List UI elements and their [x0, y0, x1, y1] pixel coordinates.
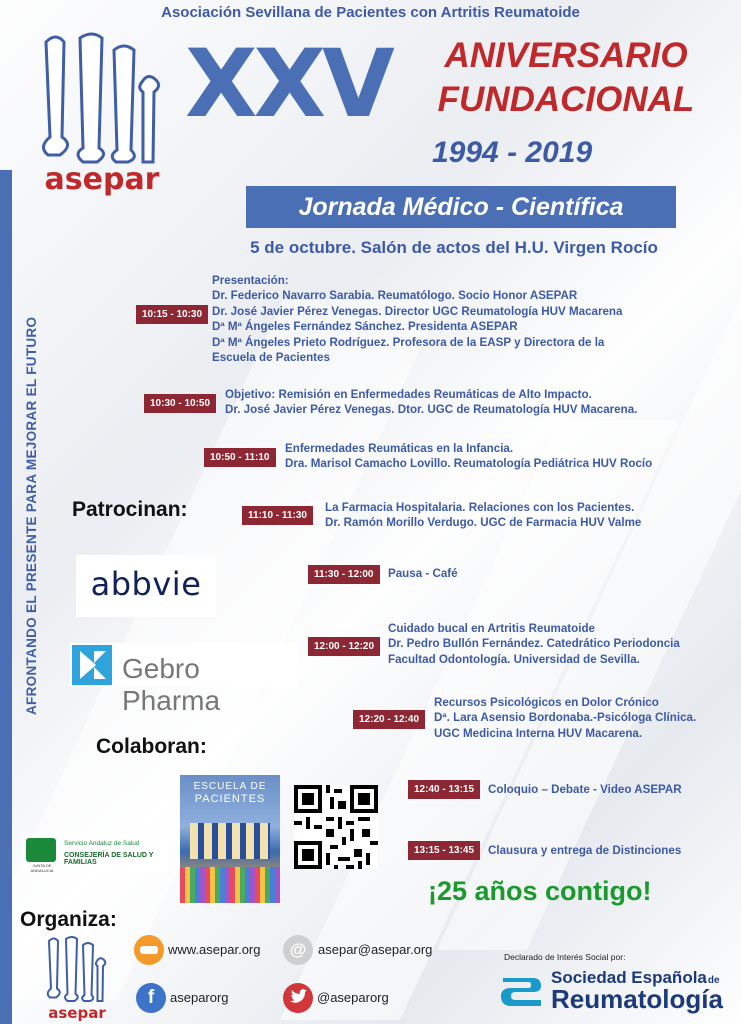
gebro-logo-text: Gebro Pharma — [122, 653, 221, 716]
anniversary-line-2: FUNDACIONAL — [437, 80, 695, 119]
schedule-description — [225, 387, 637, 418]
schedule-line: Dr. José Javier Pérez Venegas. Dtor. UGC de Reumatología HUV Macarena. — [225, 403, 638, 417]
schedule-line: Dª. Lara Asensio Bordonaba.-Psicóloga Clínica. — [434, 711, 697, 725]
schedule-line: Dr. Pedro Bullón Fernández. Catedrático Periodoncia — [388, 637, 680, 651]
anniversary-title — [408, 34, 724, 122]
schedule-time: 11:10 - 11:30 — [242, 506, 313, 525]
schedule-time: 10:15 - 10:30 — [136, 305, 208, 324]
ser-logo — [497, 964, 733, 1014]
schedule-line: Presentación: — [212, 274, 289, 287]
ser-line-2: Reumatología — [551, 984, 723, 1014]
twitter-icon — [283, 983, 313, 1013]
schedule-line: Dr. Ramón Morillo Verdugo. UGC de Farmacia HUV Valme — [325, 516, 642, 530]
schedule-line: Dr. Federico Navarro Sarabia. Reumatólogo. Socio Honor ASEPAR — [212, 289, 578, 303]
schedule-line: La Farmacia Hospitalaria. Relaciones con los Pacientes. — [325, 501, 635, 514]
junta-small-label: JUNTA DE ANDALUCIA — [30, 863, 54, 873]
asepar-logo — [36, 30, 168, 198]
abbvie-logo — [76, 555, 216, 617]
ser-emblem-icon — [497, 970, 545, 1010]
escuela-pacientes-image — [180, 775, 280, 903]
gebro-pharma-logo — [70, 643, 298, 716]
escuela-line-2: PACIENTES — [194, 793, 266, 805]
schedule-time: 13:15 - 13:45 — [408, 841, 480, 860]
roman-numeral-title: XXV — [185, 30, 391, 139]
organizer-title: Organiza: — [20, 908, 117, 931]
abbvie-logo-text: abbvie — [90, 565, 202, 603]
junta-line-1: Servicio Andaluz de Salud — [64, 840, 140, 847]
asepar-small-logo-text: asepar — [48, 1004, 106, 1022]
schedule-time: 12:20 - 12:40 — [353, 710, 425, 729]
facebook-icon: f — [136, 983, 166, 1013]
schedule-description — [488, 843, 681, 858]
schedule-description — [388, 621, 680, 667]
event-title-banner: Jornada Médico - Científica — [246, 186, 676, 228]
schedule-time: 11:30 - 12:00 — [308, 565, 380, 584]
anniversary-slogan: ¡25 años contigo! — [428, 876, 652, 906]
ser-line-1-text: Sociedad Española — [551, 968, 707, 987]
schedule-description — [325, 500, 641, 531]
building-illustration — [190, 823, 270, 859]
years-range: 1994 - 2019 — [432, 136, 593, 169]
schedule-line: Cuidado bucal en Artritis Reumatoide — [388, 622, 595, 635]
schedule-description — [488, 782, 682, 797]
schedule-line: Recursos Psicológicos en Dolor Crónico — [434, 696, 659, 709]
pencils-illustration — [180, 867, 280, 903]
schedule-line: Dra. Marisol Camacho Lovillo. Reumatología Pediátrica HUV Rocío — [285, 457, 653, 471]
schedule-description — [285, 441, 652, 472]
anniversary-line-1: ANIVERSARIO — [444, 36, 688, 75]
junta-line-2: CONSEJERÍA DE SALUD Y FAMILIAS — [64, 852, 154, 866]
junta-andalucia-logo — [22, 834, 168, 872]
collaborators-title: Colaboran: — [96, 735, 207, 758]
schedule-description — [434, 695, 696, 741]
schedule-time: 12:40 - 13:15 — [408, 780, 480, 799]
facebook-link[interactable]: aseparorg — [170, 990, 229, 1005]
asepar-logo-text: asepar — [44, 162, 160, 197]
schedule-time: 12:00 - 12:20 — [308, 637, 380, 656]
twitter-link[interactable]: @aseparorg — [317, 990, 389, 1005]
qr-code-icon — [294, 785, 378, 869]
schedule-line: UGC Medicina Interna HUV Macarena. — [434, 726, 643, 740]
schedule-description — [388, 566, 458, 581]
gebro-mark-icon — [72, 645, 112, 685]
junta-emblem-icon — [26, 838, 56, 862]
bones-icon — [44, 934, 110, 1006]
schedule-line: Dª Mª Ángeles Prieto Rodríguez. Profesora de la EASP y Directora de la — [212, 335, 605, 349]
vertical-slogan: AFRONTANDO EL PRESENTE PARA MEJORAR EL FUTURO — [24, 316, 39, 715]
email-link[interactable]: asepar@asepar.org — [318, 942, 433, 957]
schedule-line: Dª Mª Ángeles Fernández Sánchez. Presidenta ASEPAR — [212, 320, 518, 334]
schedule-line: Coloquio – Debate - Video ASEPAR — [488, 783, 682, 796]
email-icon: @ — [283, 935, 313, 965]
schedule-line: Facultad Odontología. Universidad de Sevilla. — [388, 652, 640, 666]
schedule-line: Objetivo: Remisión en Enfermedades Reumáticas de Alto Impacto. — [225, 388, 592, 401]
asepar-small-logo — [44, 934, 110, 1022]
schedule-time: 10:50 - 11:10 — [204, 448, 276, 467]
schedule-line: Escuela de Pacientes — [212, 351, 330, 365]
event-venue: 5 de octubre. Salón de actos del H.U. Virgen Rocío — [250, 238, 658, 257]
schedule-line: Clausura y entrega de Distinciones — [488, 844, 682, 857]
escuela-line-1: ESCUELA DE — [193, 781, 267, 792]
schedule-line: Dr. José Javier Pérez Venegas. Director UGC Reumatología HUV Macarena — [212, 304, 623, 318]
left-accent-strip — [0, 170, 12, 1024]
qr-code[interactable] — [294, 785, 378, 869]
sponsors-title: Patrocinan: — [72, 498, 188, 521]
schedule-line: Enfermedades Reumáticas en la Infancia. — [285, 442, 514, 455]
ser-declared-label: Declarado de Interés Social por: — [504, 952, 626, 962]
bones-icon — [36, 30, 168, 170]
schedule-time: 10:30 - 10:50 — [144, 394, 216, 413]
schedule-line: Pausa - Café — [388, 567, 458, 580]
website-link[interactable]: www.asepar.org — [168, 942, 261, 957]
schedule-description — [212, 273, 622, 365]
ser-line-1-suffix: de — [707, 975, 720, 986]
web-icon — [134, 935, 164, 965]
association-name: Asociación Sevillana de Pacientes con Artritis Reumatoide — [161, 4, 580, 21]
